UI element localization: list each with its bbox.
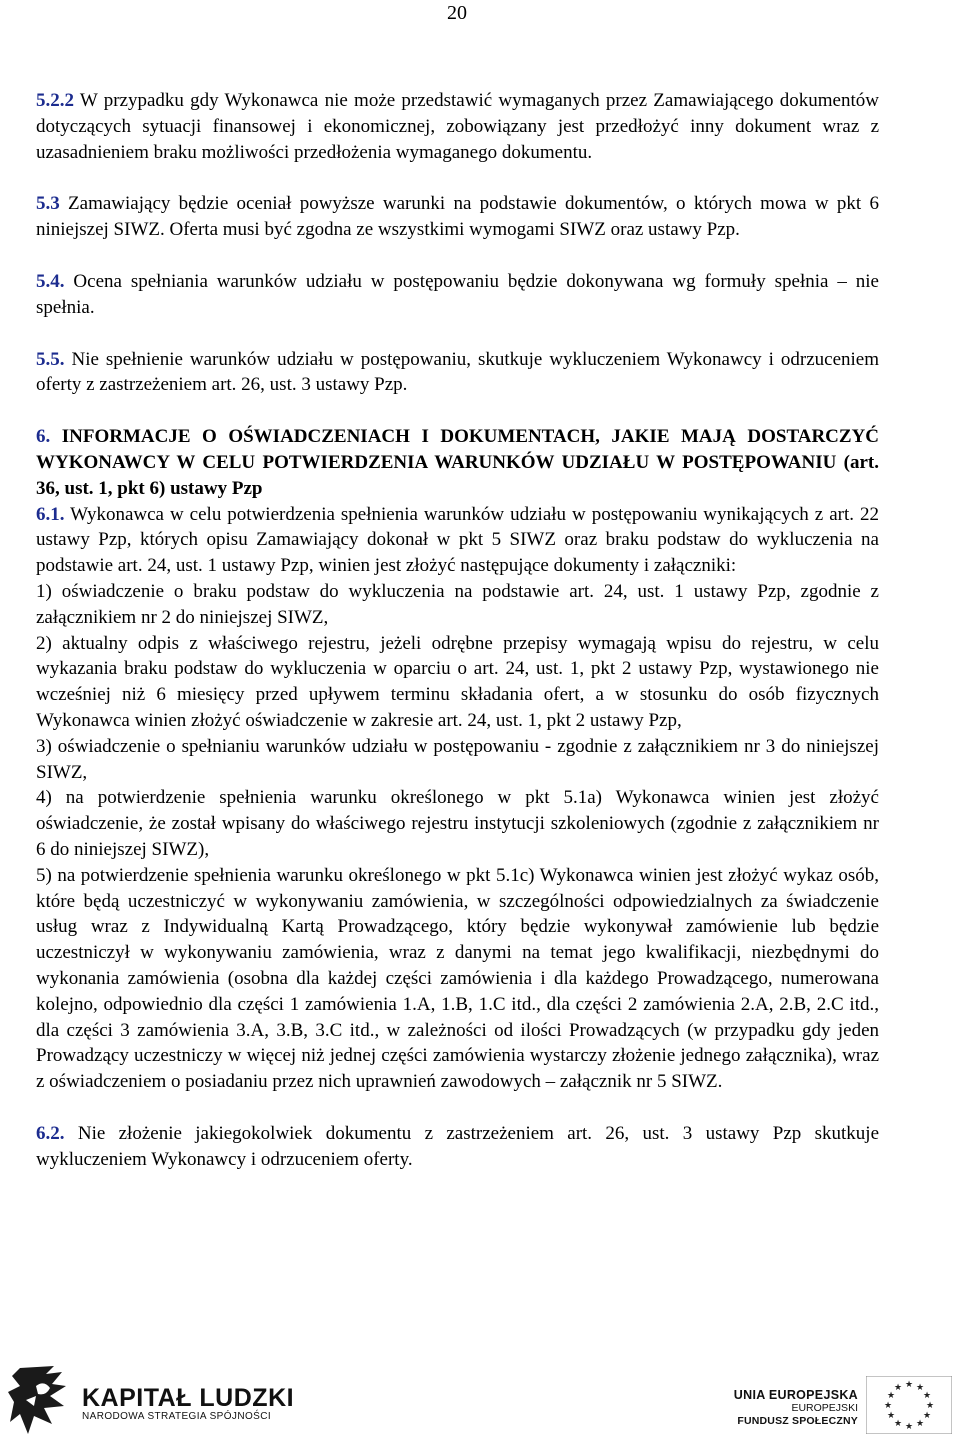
paragraph-text: Wykonawca w celu potwierdzenia spełnienia warunków udziału w postępowaniu wynikających z art. 22 ustawy Pzp, których opisu Zamawiający dokonał w pkt 5 SIWZ oraz braku podstaw do wykluczenia na podstawie art. 24, ust. 1 ustawy Pzp, winien jest złożyć następujące dokumenty i załączniki: bbox=[36, 503, 879, 577]
section-number: 5.3 bbox=[36, 193, 60, 215]
heading-text: INFORMACJE O OŚWIADCZENIACH I DOKUMENTACH, JAKIE MAJĄ DOSTARCZYĆ WYKONAWCY W CELU POTWIERDZENIA WARUNKÓW UDZIAŁU W POSTĘPOWANIU (art. 36, ust. 1, pkt 6) ustawy Pzp bbox=[36, 426, 880, 499]
paragraph-text: Nie złożenie jakiegokolwiek dokumentu z zastrzeżeniem art. 26, ust. 3 ustawy Pzp skutkuje wykluczeniem Wykonawcy i odrzuceniem oferty. bbox=[36, 1122, 880, 1170]
list-item: 5) na potwierdzenie spełnienia warunku określonego w pkt 5.1c) Wykonawca winien jest złożyć wykaz osób, które będą uczestniczyć w wykonywaniu zamówienia, w szczególności odpowiedzialnych za świadczenie usług wraz z Indywidualną Kartą Prowadzącego, który będzie wykonywał zamówienie lub będzie uczestniczył w wykonywaniu zamówienia, wraz z danymi na temat jego kwalifikacji, niezbędnymi do wykonania zamówienia (osobna dla każdej części zamówienia i dla każdego Prowadzącego, numerowana kolejno, odpowiednio dla części 1 zamówienia 1.A, 1.B, 1.C itd., dla części 2 zamówienia 2.A, 2.B, 2.C itd., dla części 3 zamówienia 3.A, 3.B, 3.C itd., w zależności od ilości Prowadzących (w przypadku gdy jeden Prowadzący uczestniczy w więcej niż jednej części zamówienia wystarczy złożenie jednego załącznika), wraz z oświadczeniem o posiadaniu przez nich uprawnień zawodowych – załącznik nr 5 SIWZ. bbox=[36, 864, 879, 1093]
svg-text:★: ★ bbox=[905, 1422, 914, 1432]
logo-subtitle: NARODOWA STRATEGIA SPÓJNOŚCI bbox=[82, 1411, 272, 1422]
paragraph-text: Ocena spełniania warunków udziału w postępowaniu będzie dokonywana wg formuły spełnia – nie spełnia. bbox=[36, 270, 879, 318]
svg-text:★: ★ bbox=[923, 1411, 932, 1421]
section-number: 6.2. bbox=[36, 1122, 65, 1144]
eu-flag-icon bbox=[866, 1376, 952, 1434]
section-number: 6.1. bbox=[36, 503, 65, 525]
eu-line-2: EUROPEJSKI bbox=[791, 1402, 858, 1414]
paragraph-text: W przypadku gdy Wykonawca nie może przedstawić wymaganych przez Zamawiającego dokumentów dotyczących sytuacji finansowej i ekonomicznej, zobowiązany jest przedłożyć inny dokument wraz z uzasadnieniem braku możliwości przedłożenia wymaganego dokumentu. bbox=[36, 90, 879, 163]
list-item: 3) oświadczenie o spełnianiu warunków udziału w postępowaniu - zgodnie z załącznikiem nr 3 do niniejszej SIWZ, bbox=[36, 735, 879, 783]
kapital-ludzki-logo bbox=[82, 1385, 294, 1423]
eu-logo-text bbox=[734, 1388, 858, 1428]
svg-text:★: ★ bbox=[905, 1380, 914, 1390]
svg-text:★: ★ bbox=[923, 1391, 932, 1401]
eu-line-3: FUNDUSZ SPOŁECZNY bbox=[737, 1415, 858, 1427]
svg-text:★: ★ bbox=[916, 1419, 925, 1429]
section-number: 5.5. bbox=[36, 348, 65, 370]
kapital-ludzki-logo-icon bbox=[6, 1362, 78, 1438]
paragraph-5-5 bbox=[36, 347, 879, 399]
paragraph-5-2-2 bbox=[36, 88, 879, 165]
svg-text:★: ★ bbox=[926, 1401, 935, 1411]
paragraph-5-3 bbox=[36, 191, 879, 243]
section-6-heading bbox=[36, 424, 879, 501]
section-number: 5.4. bbox=[36, 270, 65, 292]
paragraph-5-4 bbox=[36, 269, 879, 321]
svg-text:★: ★ bbox=[884, 1401, 893, 1411]
svg-text:★: ★ bbox=[894, 1419, 903, 1429]
svg-text:★: ★ bbox=[887, 1391, 896, 1401]
section-number: 6. bbox=[36, 426, 51, 448]
paragraph-6-1 bbox=[36, 502, 879, 579]
list-item: 1) oświadczenie o braku podstaw do wykluczenia na podstawie art. 24, ust. 1 ustawy Pzp, zgodnie z załącznikiem nr 2 do niniejszej SIWZ, bbox=[36, 580, 879, 628]
paragraph-text: Zamawiający będzie oceniał powyższe warunki na podstawie dokumentów, o których mowa w pkt 6 niniejszej SIWZ. Oferta musi być zgodna ze wszystkimi wymogami SIWZ oraz ustawy Pzp. bbox=[36, 193, 879, 241]
page-number: 20 bbox=[447, 2, 467, 24]
list-item: 2) aktualny odpis z właściwego rejestru, jeżeli odrębne przepisy wymagają wpisu do rejestru, w celu wykazania braku podstaw do wykluczenia w oparciu o art. 24, ust. 1, pkt 2 ustawy Pzp, wystawionego nie wcześniej niż 6 miesięcy przed upływem terminu składania ofert, a w stosunku do osób fizycznych Wykonawca winien złożyć oświadczenie w zakresie art. 24, ust. 1, pkt 2 ustawy Pzp, bbox=[36, 632, 879, 731]
logo-title: KAPITAŁ LUDZKI bbox=[82, 1384, 295, 1412]
section-number: 5.2.2 bbox=[36, 90, 74, 111]
list-item: 4) na potwierdzenie spełnienia warunku określonego w pkt 5.1a) Wykonawca winien jest złożyć oświadczenie, że został wpisany do właściwego rejestru instytucji szkoleniowych (zgodnie z załącznikiem nr 6 do niniejszej SIWZ), bbox=[36, 787, 879, 860]
eu-line-1: UNIA EUROPEJSKA bbox=[733, 1388, 858, 1402]
svg-text:★: ★ bbox=[894, 1383, 903, 1393]
document-body bbox=[36, 88, 879, 1172]
svg-text:★: ★ bbox=[916, 1383, 925, 1393]
paragraph-text: Nie spełnienie warunków udziału w postępowaniu, skutkuje wykluczeniem Wykonawcy i odrzuceniem oferty z zastrzeżeniem art. 26, ust. 3 ustawy Pzp. bbox=[36, 348, 879, 396]
paragraph-6-2 bbox=[36, 1121, 879, 1173]
svg-text:★: ★ bbox=[887, 1411, 896, 1421]
